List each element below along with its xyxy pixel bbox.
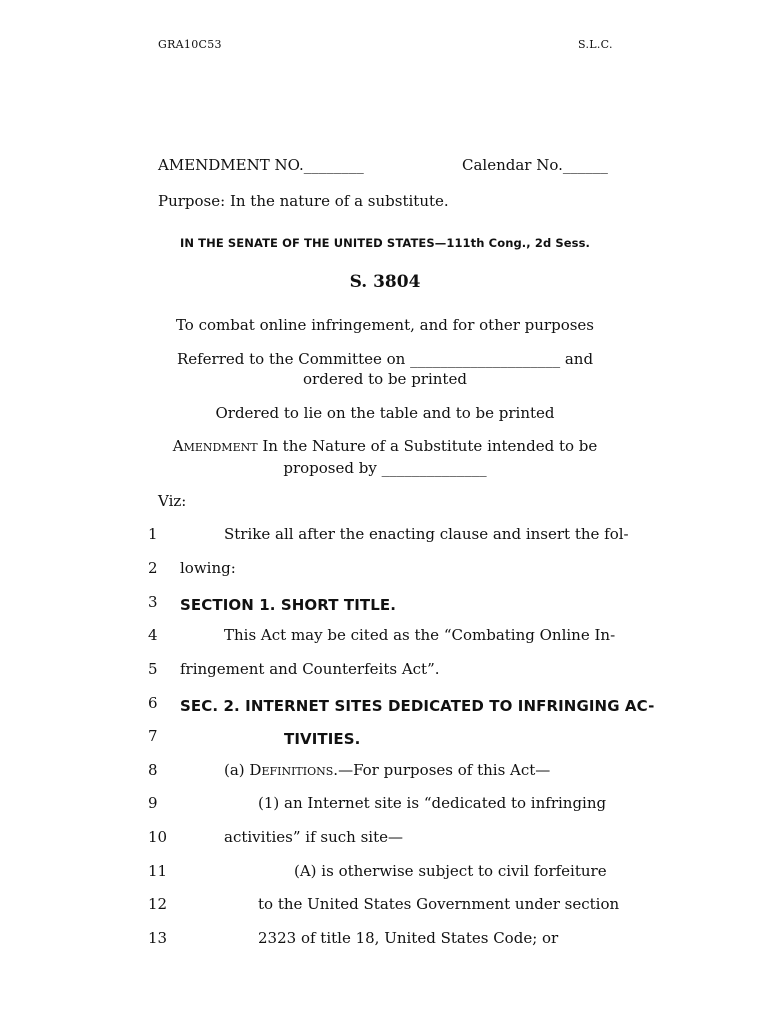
line-text-2: lowing:	[180, 559, 236, 577]
section-2-heading-continued: TIVITIES.	[284, 730, 361, 748]
referred-line-1: Referred to the Committee on ____________________ and	[176, 350, 594, 368]
line-text-5: fringement and Counterfeits Act”.	[180, 660, 440, 678]
section-2-heading: SEC. 2. INTERNET SITES DEDICATED TO INFRINGING AC-	[180, 697, 655, 715]
bill-number: S. 3804	[349, 272, 421, 292]
definitions-heading: Definitions	[249, 761, 334, 779]
proposed-by-line: proposed by ______________	[283, 459, 487, 477]
amendment-number: AMENDMENT NO.________	[158, 156, 364, 174]
line-number-7: 7	[148, 727, 158, 745]
subsection-a-text: .—For purposes of this Act—	[333, 761, 551, 779]
ordered-line: Ordered to lie on the table and to be printed	[215, 404, 555, 422]
line-number-13: 13	[148, 929, 168, 947]
line-text-13: 2323 of title 18, United States Code; or	[258, 929, 559, 947]
viz-label: Viz:	[158, 492, 187, 510]
line-number-9: 9	[148, 794, 158, 812]
line-text-4: This Act may be cited as the “Combating Online In-	[224, 626, 616, 644]
amendment-word: Amendment	[172, 437, 258, 455]
senate-line: IN THE SENATE OF THE UNITED STATES—111th Cong., 2d Sess.	[179, 236, 591, 250]
amendment-rest: In the Nature of a Substitute intended to be	[257, 437, 598, 455]
bill-title: To combat online infringement, and for other purposes	[175, 316, 595, 334]
line-number-1: 1	[148, 525, 158, 543]
slc-marker: S.L.C.	[578, 38, 613, 51]
line-text-12: to the United States Government under section	[258, 895, 620, 913]
line-text-8	[224, 761, 550, 779]
line-number-5: 5	[148, 660, 158, 678]
purpose-line: Purpose: In the nature of a substitute.	[158, 192, 449, 210]
referred-line-2: ordered to be printed	[303, 370, 467, 388]
line-number-3: 3	[148, 593, 158, 611]
line-text-9: (1) an Internet site is “dedicated to infringing	[258, 794, 607, 812]
line-text-11: (A) is otherwise subject to civil forfeiture	[294, 862, 607, 880]
document-id: GRA10C53	[158, 38, 222, 51]
section-1-heading: SECTION 1. SHORT TITLE.	[180, 596, 397, 614]
line-number-6: 6	[148, 694, 158, 712]
line-number-8: 8	[148, 761, 158, 779]
line-text-10: activities” if such site—	[224, 828, 403, 846]
line-number-2: 2	[148, 559, 158, 577]
amendment-nature-line	[0, 437, 770, 455]
line-number-10: 10	[148, 828, 168, 846]
calendar-number: Calendar No.______	[462, 156, 608, 174]
line-number-4: 4	[148, 626, 158, 644]
line-number-12: 12	[148, 895, 168, 913]
line-text-1: Strike all after the enacting clause and insert the fol-	[224, 525, 629, 543]
subsection-a-prefix: (a)	[224, 761, 250, 779]
line-number-11: 11	[148, 862, 168, 880]
